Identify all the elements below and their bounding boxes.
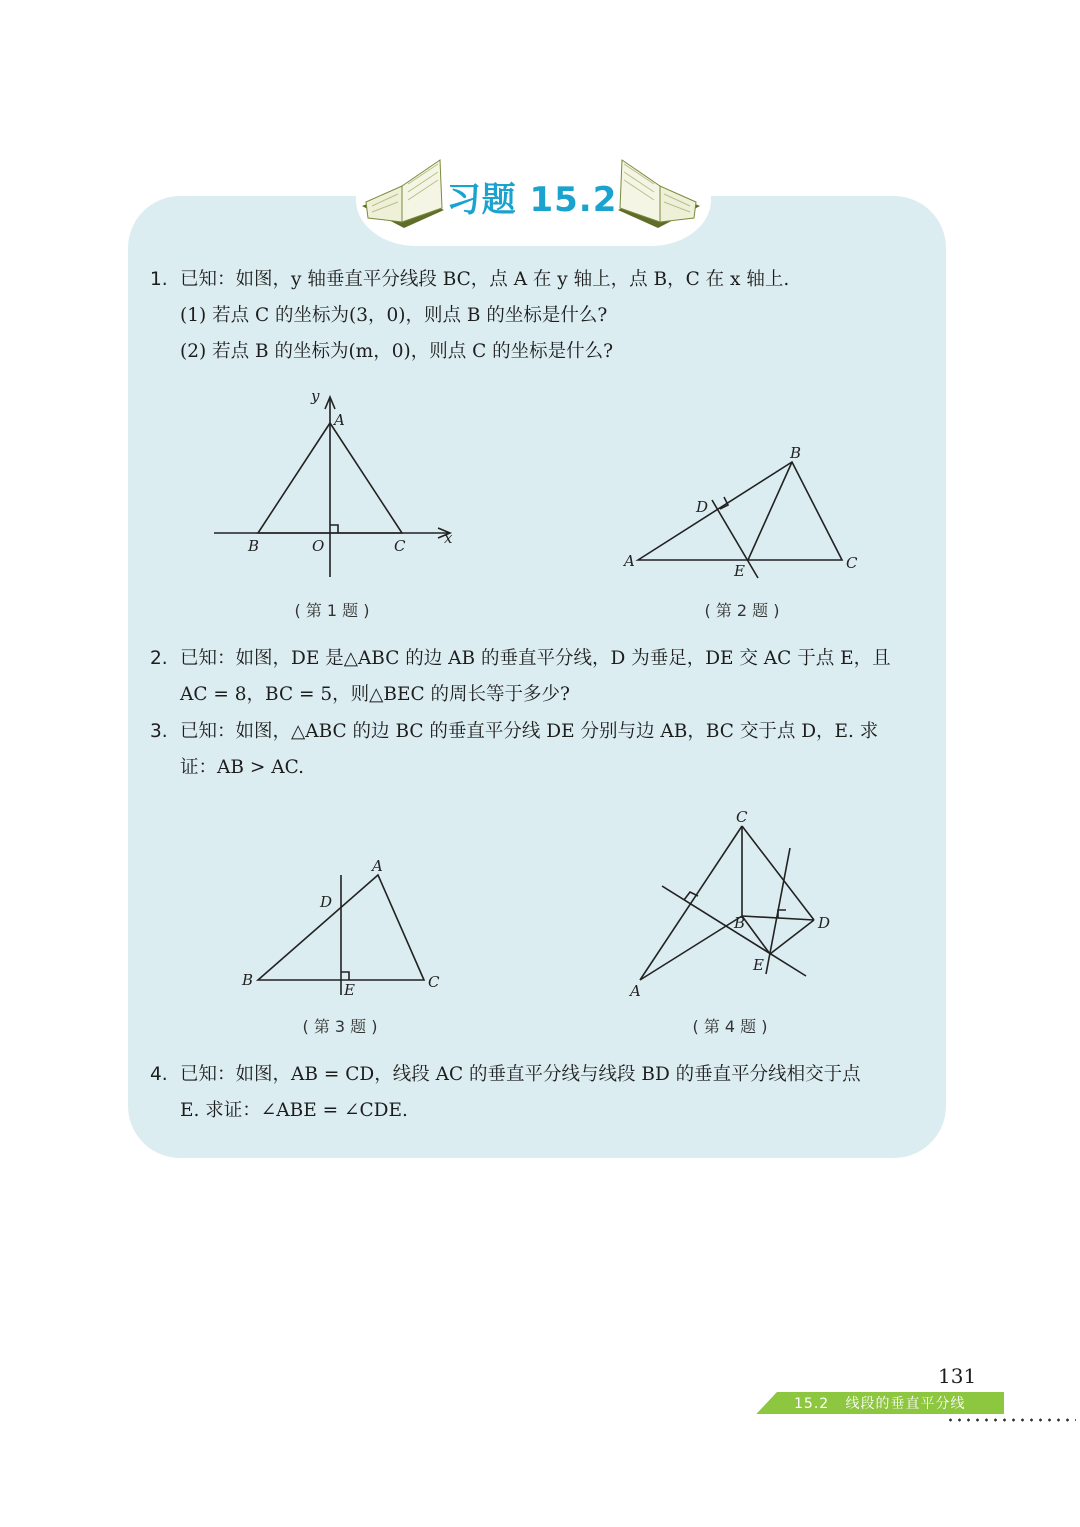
label-C: C (736, 808, 748, 826)
question-3 (150, 714, 930, 786)
label-C: C (428, 973, 440, 991)
question-2 (150, 641, 930, 713)
question-text-line-1: 已知：如图，AB = CD，线段 AC 的垂直平分线与线段 BD 的垂直平分线相交于点 (180, 1064, 861, 1085)
label-D: D (320, 893, 333, 911)
label-A: A (624, 552, 635, 570)
label-E: E (753, 956, 764, 974)
label-B: B (242, 971, 254, 989)
label-y: y (311, 387, 320, 405)
question-text-line-2: 证：AB > AC. (180, 757, 304, 778)
label-B: B (248, 537, 260, 555)
figure-1-caption: ( 第 1 题 ) (294, 601, 370, 620)
figure-3-caption: ( 第 3 题 ) (302, 1017, 378, 1036)
question-number: 1. (150, 269, 168, 290)
label-C: C (394, 537, 406, 555)
figure-4-caption: ( 第 4 题 ) (692, 1017, 768, 1036)
question-text-line-1: 已知：如图，△ABC 的边 BC 的垂直平分线 DE 分别与边 AB，BC 交于点 D，E. 求 (180, 721, 879, 742)
label-B: B (790, 444, 802, 462)
page-number: 131 (938, 1364, 977, 1388)
book-icon-right (614, 140, 704, 232)
question-4 (150, 1057, 930, 1129)
label-A: A (334, 411, 345, 429)
footer-dotted-rule (946, 1418, 1076, 1422)
label-D: D (696, 498, 709, 516)
figure-2 (620, 440, 870, 590)
label-E: E (734, 562, 745, 580)
question-1-part-2: (2) 若点 B 的坐标为(m，0)，则点 C 的坐标是什么? (180, 341, 614, 362)
question-text-line-2: E. 求证：∠ABE = ∠CDE. (180, 1100, 408, 1121)
label-B: B (734, 914, 746, 932)
label-E: E (344, 981, 355, 999)
section-footer-label: 15.2 线段的垂直平分线 (794, 1396, 966, 1412)
figure-4 (620, 800, 850, 1000)
question-number: 3. (150, 721, 168, 742)
label-A: A (372, 857, 383, 875)
figure-3 (238, 855, 448, 1000)
question-text-line-1: 已知：如图，DE 是△ABC 的边 AB 的垂直平分线，D 为垂足，DE 交 AC 于点 E，且 (180, 648, 891, 669)
exercise-title: 习题 15.2 (446, 180, 618, 220)
label-C: C (846, 554, 858, 572)
book-icon-left (358, 140, 448, 232)
question-text-line-2: AC = 8，BC = 5，则△BEC 的周长等于多少? (180, 684, 570, 705)
question-text: 已知：如图，y 轴垂直平分线段 BC，点 A 在 y 轴上，点 B，C 在 x 轴上. (180, 269, 790, 290)
question-1 (150, 262, 930, 298)
label-D: D (818, 914, 831, 932)
question-number: 4. (150, 1064, 168, 1085)
question-1-part-1: (1) 若点 C 的坐标为(3，0)，则点 B 的坐标是什么? (180, 305, 608, 326)
figure-1 (200, 385, 470, 585)
label-x: x (444, 529, 453, 547)
label-O: O (312, 537, 325, 555)
question-number: 2. (150, 648, 168, 669)
figure-2-caption: ( 第 2 题 ) (704, 601, 780, 620)
label-A: A (630, 982, 641, 1000)
